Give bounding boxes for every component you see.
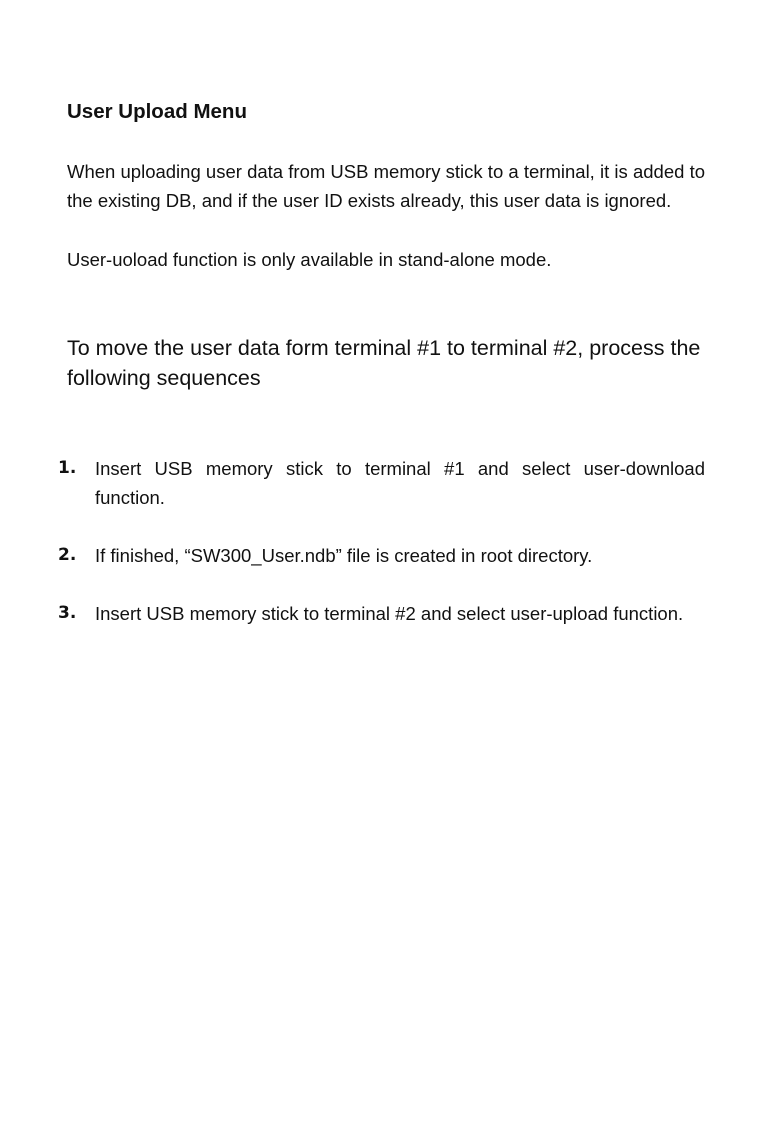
paragraph-standalone-note: User-uoload function is only available in stand-alone mode. (67, 249, 552, 270)
steps-list (58, 454, 705, 628)
step-text: Insert USB memory stick to terminal #1 and select user-download function. (95, 458, 705, 508)
step-text: Insert USB memory stick to terminal #2 and select user-upload function. (95, 603, 684, 624)
step-number: 2. (58, 545, 77, 565)
list-item (58, 599, 705, 628)
step-text: If finished, “SW300_User.ndb” file is created in root directory. (95, 545, 593, 566)
paragraph-upload-behavior: When uploading user data from USB memory stick to a terminal, it is added to the existing DB, and if the user ID exists already, this user data is ignored. (67, 161, 705, 211)
document-page (58, 98, 705, 628)
step-number: 3. (58, 603, 77, 623)
list-item (58, 541, 705, 570)
paragraph-sequence-intro: To move the user data form terminal #1 to terminal #2, process the following sequences (67, 336, 701, 390)
list-item (58, 454, 705, 512)
section-title: User Upload Menu (67, 100, 247, 123)
step-number: 1. (58, 458, 77, 478)
